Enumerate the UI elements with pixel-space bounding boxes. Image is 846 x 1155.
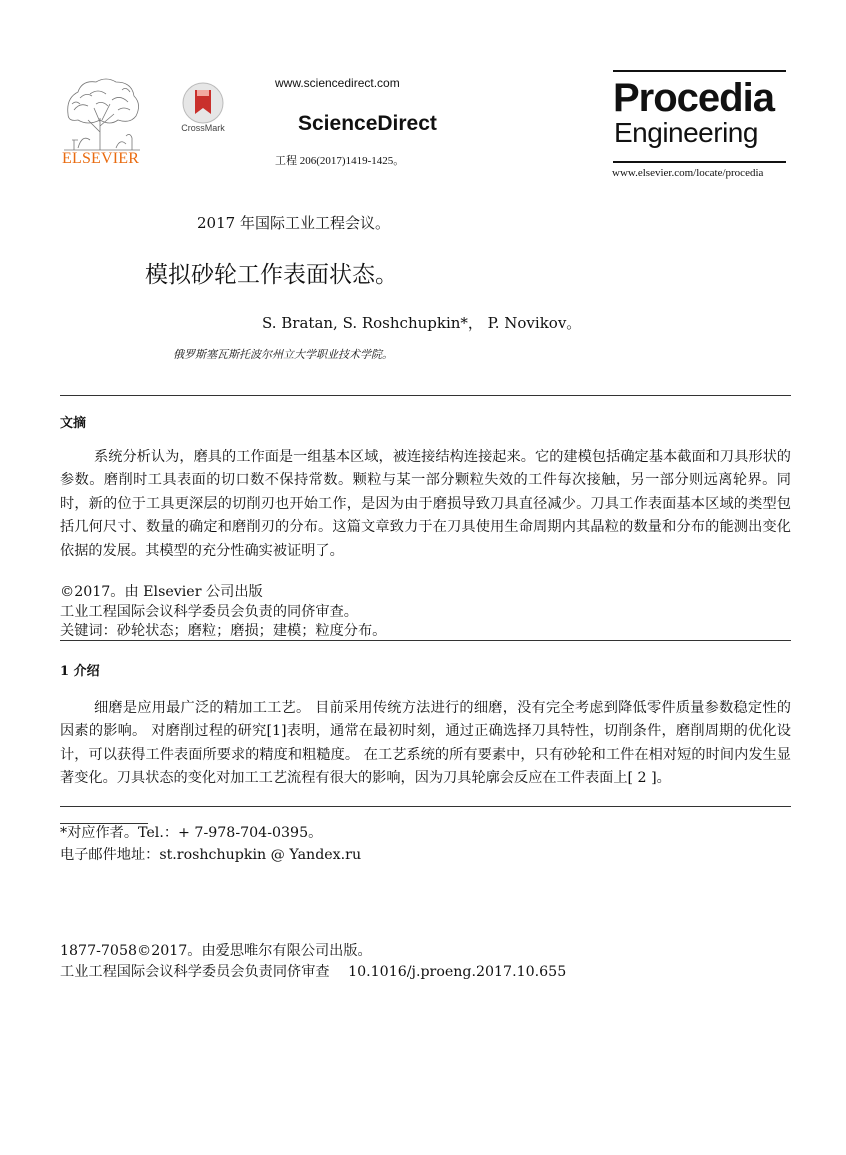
abstract-heading: 文摘 xyxy=(60,416,87,431)
journal-title: Procedia xyxy=(613,76,774,120)
journal-reference: 工程 206(2017)1419-1425。 xyxy=(275,155,405,167)
peer-review-line: 工业工程国际会议科学委员会负责的同侪审查。 xyxy=(60,604,358,620)
journal-rule-bottom xyxy=(613,161,786,163)
footer-review-text: 工业工程国际会议科学委员会负责同侪审查 xyxy=(60,964,330,980)
footer-review-line xyxy=(60,962,566,982)
divider-intro-bottom xyxy=(60,806,791,807)
intro-heading: 1 介绍 xyxy=(60,664,100,679)
journal-subtitle: Engineering xyxy=(614,117,758,148)
divider-abstract-bottom xyxy=(60,640,791,641)
elsevier-wordmark: ELSEVIER xyxy=(62,150,140,167)
keywords-line: 关键词：砂轮状态；磨粒；磨损；建模；粒度分布。 xyxy=(60,623,387,639)
sciencedirect-name: ScienceDirect xyxy=(298,112,437,135)
intro-text: 细磨是应用最广泛的精加工工艺。 目前采用传统方法进行的细磨，没有完全考虑到降低零件质量参数稳定性的因素的影响。 对磨削过程的研究[1]表明，通常在最初时刻，通过正确选择刀具特性，切削条件，磨削周期的优化设计，可以获得工件表面所要求的精度和粗糙度。 在工艺系统的所有要素中，只有砂轮和工件在相对短的时间内发生显著变化。刀具状态的变化对加工工艺流程有很大的影响，因为刀具轮廓会反应在工件表面上[ 2 ]。 xyxy=(60,700,791,787)
crossmark-label: CrossMark xyxy=(181,123,225,133)
corresponding-author: *对应作者。Tel.：+ 7-978-704-0395。 xyxy=(60,825,323,841)
paper-title: 模拟砂轮工作表面状态。 xyxy=(145,262,398,288)
copyright-line: ©2017。由 Elsevier 公司出版 xyxy=(60,584,263,600)
abstract-text: 系统分析认为，磨具的工作面是一组基本区域，被连接结构连接起来。它的建模包括确定基本截面和刀具形状的参数。磨削时工具表面的切口数不保持常数。颗粒与某一部分颗粒失效的工件每次接触，另一部分则远离轮界。同时，新的位于工具更深层的切削刃也开始工作，是因为由于磨损导致刀具直径减少。刀具工作表面基本区域的类型包括几何尺寸、数量的确定和磨削刃的分布。这篇文章致力于在刀具使用生命周期内其晶粒的数量和分布的能测出变化依据的发展。其模型的充分性确实被证明了。 xyxy=(60,449,791,559)
author-email[interactable]: 电子邮件地址：st.roshchupkin @ Yandex.ru xyxy=(60,847,362,863)
journal-url[interactable]: www.elsevier.com/locate/procedia xyxy=(612,167,764,179)
conference-name: 2017 年国际工业工程会议。 xyxy=(197,214,390,232)
issn-line: 1877-7058©2017。由爱思唯尔有限公司出版。 xyxy=(60,943,372,959)
doi-link[interactable]: 10.1016/j.proeng.2017.10.655 xyxy=(348,964,567,980)
affiliation: 俄罗斯塞瓦斯托波尔州立大学职业技术学院。 xyxy=(173,348,393,361)
journal-rule-top xyxy=(613,70,786,72)
author-list: S. Bratan, S. Roshchupkin*， P. Novikov。 xyxy=(262,314,582,332)
sciencedirect-url[interactable]: www.sciencedirect.com xyxy=(275,76,400,90)
divider-abstract-top xyxy=(60,395,791,396)
